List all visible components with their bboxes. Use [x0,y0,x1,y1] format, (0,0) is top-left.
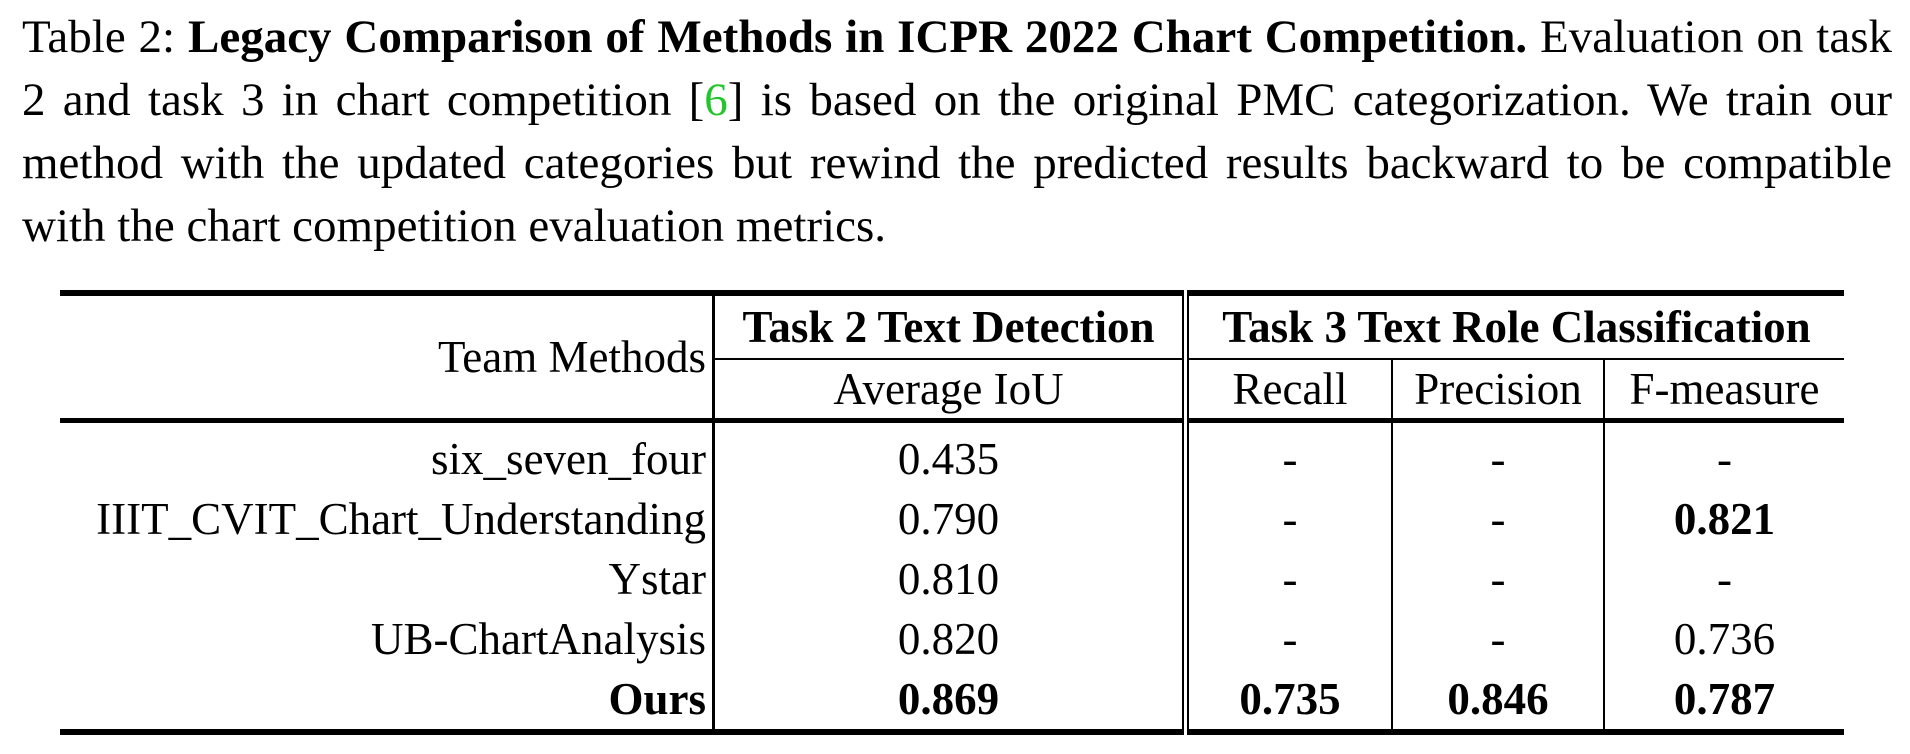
precision-value: - [1392,421,1604,490]
table-row [60,609,1844,669]
f-measure-value: - [1604,421,1844,490]
precision-value: - [1392,609,1604,669]
header-row-groups [60,293,1844,359]
f-measure-value: - [1604,549,1844,609]
f-measure-value: 0.821 [1604,489,1844,549]
recall-value: - [1186,421,1393,490]
average-iou-value: 0.435 [897,434,1000,484]
average-iou-value: 0.869 [897,674,1000,724]
caption-text-before-cite: Evaluation on task 2 and task 3 in chart competition [ [22,11,1893,126]
f-measure-value: 0.787 [1604,669,1844,732]
precision-value: 0.846 [1392,669,1604,732]
team-name: six_seven_four [60,421,714,490]
table-caption [22,6,1892,258]
table-row [60,489,1844,549]
average-iou-value: 0.820 [897,614,1000,664]
header-recall: Recall [1186,359,1393,421]
recall-value: - [1186,609,1393,669]
team-name: UB-ChartAnalysis [60,609,714,669]
caption-label: Table 2: [22,11,176,63]
results-table [60,290,1844,735]
table-row [60,421,1844,490]
recall-value: - [1186,549,1393,609]
caption-text-after-cite: ] is based on the original PMC categorization. We train our method with the updated categories but rewind the predicted results backward to be compatible with the chart competition evaluation metrics. [22,74,1892,252]
average-iou-value: 0.790 [897,494,1000,544]
recall-value: - [1186,489,1393,549]
recall-value: 0.735 [1186,669,1393,732]
table-row [60,549,1844,609]
average-iou-value: 0.810 [897,554,1000,604]
precision-value: - [1392,489,1604,549]
header-precision: Precision [1392,359,1604,421]
team-name: Ours [60,669,714,732]
header-task2-group: Task 2 Text Detection [714,293,1186,359]
header-team-methods: Team Methods [60,293,714,421]
team-name: Ystar [60,549,714,609]
caption-title: Legacy Comparison of Methods in ICPR 2022 Chart Competition. [187,11,1528,63]
f-measure-value: 0.736 [1604,609,1844,669]
precision-value: - [1392,549,1604,609]
citation-link[interactable]: 6 [704,74,728,126]
header-task3-group: Task 3 Text Role Classification [1186,293,1845,359]
team-name: IIIT_CVIT_Chart_Understanding [60,489,714,549]
header-f-measure: F-measure [1604,359,1844,421]
table-row-ours [60,669,1844,732]
header-average-iou: Average IoU [833,364,1064,414]
